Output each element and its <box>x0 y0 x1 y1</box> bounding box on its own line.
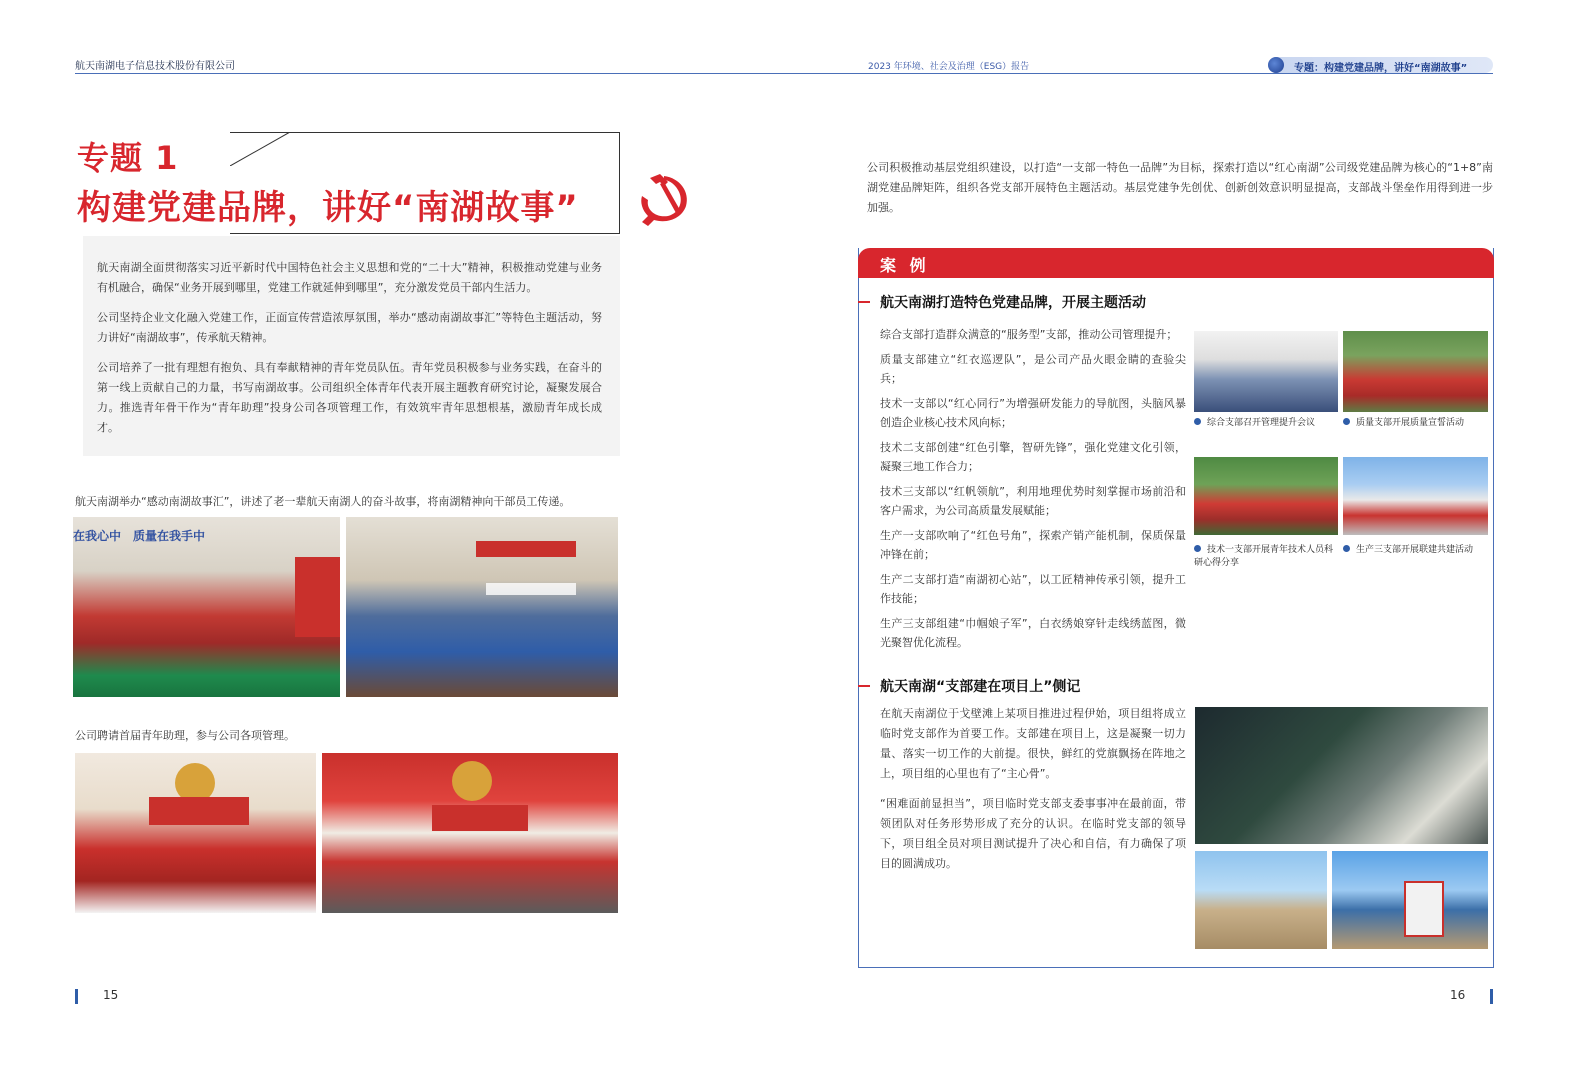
photo-caption: 综合支部召开管理提升会议 <box>1194 417 1338 430</box>
list-item: 技术三支部以“红帆领航”，利用地理优势时刻掌握市场前沿和客户需求，为公司高质量发展赋能； <box>880 485 1186 517</box>
intro-panel <box>83 236 620 456</box>
page-number-right: 16 <box>1450 988 1466 1002</box>
photo-research-sharing <box>1194 457 1338 535</box>
photo-project-site-night <box>1195 707 1488 844</box>
list-item: 生产二支部打造“南湖初心站”，以工匠精神传承引领，提升工作技能； <box>880 573 1186 605</box>
list-item: 生产一支部吹响了“红色号角”，探索产销产能机制，保质保量冲锋在前； <box>880 529 1186 561</box>
section2-title: 航天南湖“支部建在项目上”侧记 <box>880 679 1081 695</box>
dot-bullet-icon <box>1194 418 1201 425</box>
intro-paragraph: 航天南湖全面贯彻落实习近平新时代中国特色社会主义思想和党的“二十大”精神，积极推动党建与业务有机融合，确保“业务开展到哪里，党建工作就延伸到哪里”，充分激发党员干部内生活力。 <box>97 261 602 294</box>
topic-number: 专题 1 <box>77 139 179 177</box>
photo-storytelling-hall <box>73 517 340 697</box>
photo-joint-construction <box>1343 457 1488 535</box>
list-item: 技术一支部以“红心同行”为增强研发能力的导航图，头脑风暴创造企业核心技术风向标； <box>880 397 1186 429</box>
list-item: 生产三支部组建“巾帼娘子军”，白衣绣娘穿针走线绣蓝图，微光聚智优化流程。 <box>880 617 1186 649</box>
photo-quality-oath <box>1343 331 1488 412</box>
branch-list <box>880 325 1186 658</box>
section1-title: 航天南湖打造特色党建品牌，开展主题活动 <box>880 295 1146 311</box>
photo-desert-flag <box>1332 851 1488 949</box>
photo-wall-slogan: 在我心中 质量在我手中 <box>73 529 206 543</box>
section-marker <box>858 301 870 303</box>
case-header-bar <box>858 248 1494 278</box>
youth-assistant-caption: 公司聘请首届青年助理，参与公司各项管理。 <box>75 729 295 742</box>
storytelling-caption: 航天南湖举办“感动南湖故事汇”，讲述了老一辈航天南湖人的奋斗故事，将南湖精神向干部员工传递。 <box>75 495 571 508</box>
right-intro-text: 公司积极推动基层党组织建设，以打造“一支部一特色一品牌”为目标，探索打造以“红心南湖”公司级党建品牌为核心的“1+8”南湖党建品牌矩阵，组织各党支部开展特色主题活动。基层党建争先创优、创新创效意识明显提高，支部战斗堡垒作用得到进一步加强。 <box>867 161 1493 214</box>
photo-management-meeting <box>1194 331 1338 412</box>
header-topic-badge <box>1268 57 1493 73</box>
photo-youth-meeting <box>346 517 618 697</box>
intro-paragraph: 公司培养了一批有理想有抱负、具有奉献精神的青年党员队伍。青年党员积极参与业务实践，在奋斗的第一线上贡献自己的力量，书写南湖故事。公司组织全体青年代表开展主题教育研究讨论，凝聚发展合力。推选青年骨干作为“青年助理”投身公司各项管理工作，有效筑牢青年思想根基，激励青年成长成才。 <box>97 361 602 434</box>
header-report-title: 2023 年环境、社会及治理（ESG）报告 <box>868 62 1030 72</box>
title-frame-slant <box>230 132 290 166</box>
page-marker <box>1490 989 1493 1004</box>
page-marker <box>75 989 78 1004</box>
project-story <box>880 704 1186 884</box>
photo-desert-team <box>1195 851 1327 949</box>
blue-orb-icon <box>1268 57 1284 73</box>
intro-paragraph: 公司坚持企业文化融入党建工作，正面宣传营造浓厚氛围，举办“感动南湖故事汇”等特色主题活动，努力讲好“南湖故事”，传承航天精神。 <box>97 311 602 344</box>
topic-title: 构建党建品牌，讲好“南湖故事” <box>77 188 579 228</box>
list-item: 技术二支部创建“红色引擎，智研先锋”，强化党建文化引领，凝聚三地工作合力； <box>880 441 1186 473</box>
header-company-name: 航天南湖电子信息技术股份有限公司 <box>75 61 235 72</box>
hammer-sickle-icon <box>634 170 694 226</box>
dot-bullet-icon <box>1194 545 1201 552</box>
page-number-left: 15 <box>103 988 119 1002</box>
photo-youth-assistants-group <box>322 753 618 913</box>
case-label: 案 例 <box>880 256 930 275</box>
dot-bullet-icon <box>1343 418 1350 425</box>
list-item: 质量支部建立“红衣巡逻队”，是公司产品火眼金睛的查验尖兵； <box>880 353 1186 385</box>
photo-caption: 生产三支部开展联建共建活动 <box>1343 544 1488 557</box>
photo-signing-ceremony <box>75 753 316 913</box>
list-item: 综合支部打造群众满意的“服务型”支部，推动公司管理提升； <box>880 328 1178 341</box>
header-rule <box>75 73 1493 74</box>
story-paragraph: “困难面前显担当”，项目临时党支部支委事事冲在最前面，带领团队对任务形势形成了充分的认识。在临时党支部的领导下，项目组全员对项目测试提升了决心和自信，有力确保了项目的圆满成功。 <box>880 797 1186 870</box>
photo-caption: 技术一支部开展青年技术人员科研心得分享 <box>1194 545 1334 568</box>
header-topic-text: 专题：构建党建品牌，讲好“南湖故事” <box>1294 63 1468 74</box>
photo-caption: 质量支部开展质量宣誓活动 <box>1343 417 1488 430</box>
section-marker <box>858 685 870 687</box>
dot-bullet-icon <box>1343 545 1350 552</box>
story-paragraph: 在航天南湖位于戈壁滩上某项目推进过程伊始，项目组将成立临时党支部作为首要工作。支部建在项目上，这是凝聚一切力量、落实一切工作的大前提。很快，鲜红的党旗飘扬在阵地之上，项目组的心里也有了“主心骨”。 <box>880 707 1186 780</box>
